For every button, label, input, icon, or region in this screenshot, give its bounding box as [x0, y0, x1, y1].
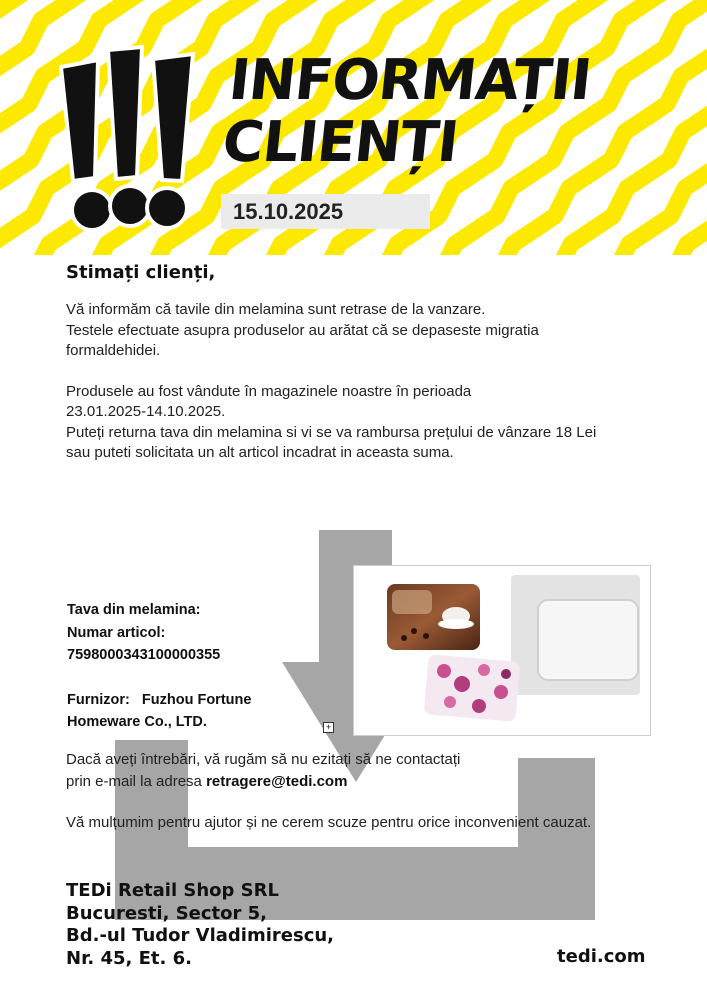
- coffee-tray-image: [387, 584, 480, 650]
- date-text: 15.10.2025: [233, 199, 344, 224]
- body-line: Vă informăm că tavile din melamina sunt retrase de la vanzare.: [66, 301, 486, 318]
- website-link[interactable]: tedi.com: [557, 946, 646, 967]
- address-line: Bd.-ul Tudor Vladimirescu,: [66, 925, 335, 946]
- contact-line-2: [66, 771, 626, 793]
- supplier-line-1: Furnizor: Fuzhou Fortune: [67, 691, 252, 708]
- address-line: Bucuresti, Sector 5,: [66, 902, 268, 924]
- body-line: sau puteti solicitata un alt articol incadrat in aceasta suma.: [66, 444, 454, 461]
- body-line: 23.01.2025-14.10.2025.: [66, 403, 226, 420]
- product-name: Tava din melamina:: [67, 602, 201, 618]
- body-line: formaldehidei.: [66, 342, 161, 359]
- body-line: Produsele au fost vândute în magazinele noastre în perioada: [66, 382, 472, 400]
- body-line: Puteți returna tava din melamina si vi se va rambursa prețului de vânzare 18 Lei: [66, 423, 597, 441]
- supplier-line-2: Homeware Co., LTD.: [67, 714, 207, 730]
- contact-line-1: Dacă aveți întrebări, vă rugăm să nu ezitați să ne contactați: [66, 751, 461, 768]
- plus-icon: +: [323, 722, 334, 733]
- contact-prefix: prin e-mail la adresa: [66, 773, 207, 790]
- address-line: Nr. 45, Et. 6.: [66, 947, 192, 969]
- article-label: Numar articol:: [67, 624, 166, 641]
- email-link[interactable]: retragere@tedi.com: [206, 773, 348, 790]
- product-details: [67, 599, 251, 734]
- product-photo: [353, 565, 651, 736]
- company-name: TEDi Retail Shop SRL: [66, 880, 279, 901]
- company-address: [66, 880, 334, 970]
- greeting: Stimați clienți,: [66, 262, 216, 283]
- title-line-1: INFORMAȚII: [225, 48, 595, 113]
- thanks-text: Vă mulțumim pentru ajutor și ne cerem scuze pentru orice inconvenient cauzat.: [66, 814, 592, 831]
- title-line-2: CLIENȚI: [219, 110, 461, 175]
- contact-section: [66, 749, 626, 793]
- body-line: Testele efectuate asupra produselor au arătat că se depaseste migratia: [66, 321, 539, 339]
- article-number: 7598000343100000355: [67, 647, 221, 663]
- floral-tray-image: [424, 654, 521, 722]
